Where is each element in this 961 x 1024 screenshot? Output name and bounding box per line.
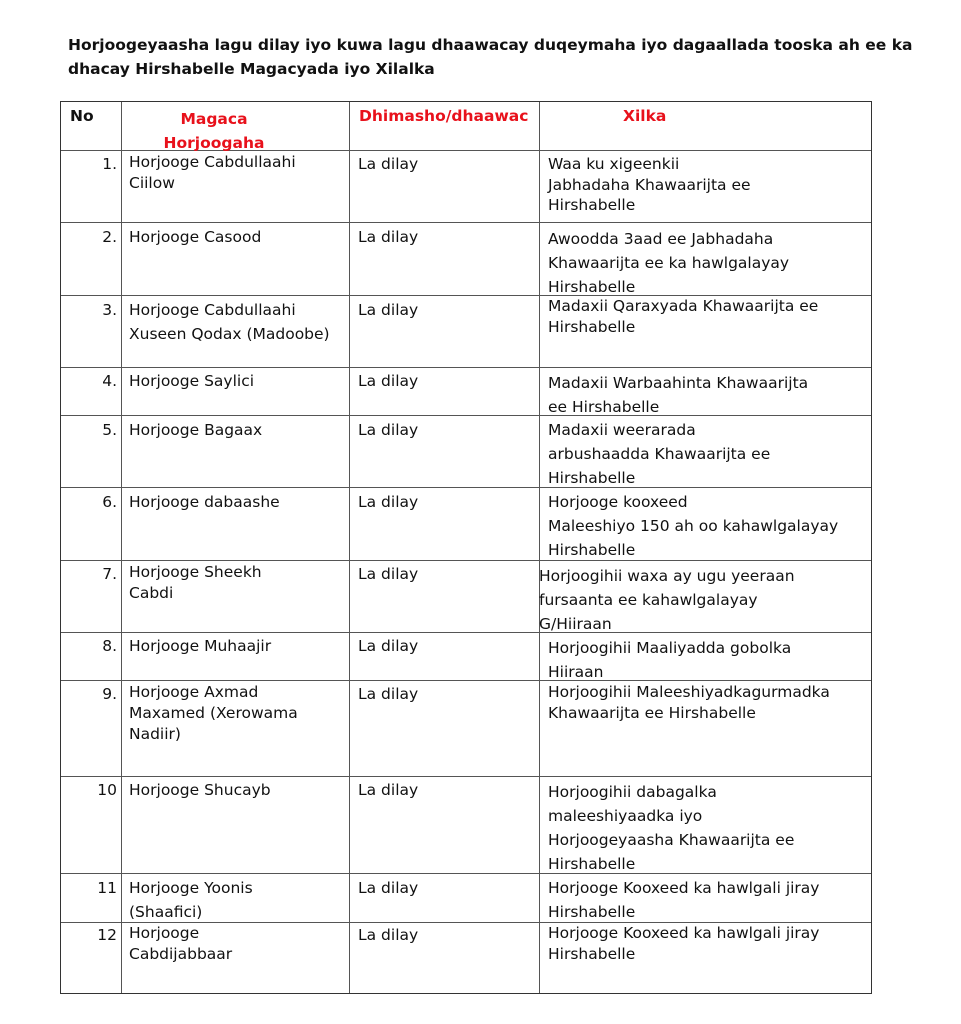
casualty-status: La dilay [358, 372, 419, 390]
row-divider [61, 776, 871, 777]
commander-name: Horjooge Cabdullaahi Xuseen Qodax (Madoobe) [129, 301, 330, 343]
row-number: 1. [102, 155, 117, 173]
casualty-status: La dilay [358, 781, 419, 799]
row-number: 10 [97, 781, 117, 799]
commander-role: Madaxii Qaraxyada Khawaarijta ee Hirshabelle [548, 297, 819, 336]
row-number: 3. [102, 301, 117, 319]
commander-name: Horjooge Saylici [129, 372, 255, 390]
row-divider [61, 222, 871, 223]
commander-role: Horjooge Kooxeed ka hawlgali jiray Hirshabelle [548, 924, 820, 963]
casualty-status: La dilay [358, 421, 419, 439]
commander-name: Horjooge Cabdullaahi Ciilow [129, 153, 296, 192]
commander-name: Horjooge Yoonis (Shaafici) [129, 879, 253, 921]
commander-role: Horjoogihii dabagalka maleeshiyaadka iyo Horjoogeyaasha Khawaarijta ee Hirshabelle [548, 783, 795, 873]
column-divider [121, 102, 122, 993]
row-divider [61, 367, 871, 368]
commander-role: Horjoogihii Maleeshiyadkagurmadka Khawaarijta ee Hirshabelle [548, 683, 830, 722]
commander-name: Horjooge Sheekh Cabdi [129, 563, 262, 602]
commander-name: Horjooge Casood [129, 228, 262, 246]
row-number: 8. [102, 637, 117, 655]
commander-role: Horjooge Kooxeed ka hawlgali jiray Hirshabelle [548, 879, 820, 921]
commander-name: Horjooge Axmad Maxamed (Xerowama Nadiir) [129, 683, 298, 743]
commander-name: Horjooge Bagaax [129, 421, 263, 439]
casualty-status: La dilay [358, 926, 419, 944]
row-number: 11 [97, 879, 117, 897]
header-no: No [70, 107, 94, 125]
row-number: 12 [97, 926, 117, 944]
casualty-status: La dilay [358, 301, 419, 319]
commander-name: Horjooge Muhaajir [129, 637, 272, 655]
casualty-status: La dilay [358, 637, 419, 655]
document-title: Horjoogeyaasha lagu dilay iyo kuwa lagu dhaawacay duqeymaha iyo dagaallada tooska ah ee ka dhacay Hirshabelle Magacyada iyo Xilalka [68, 36, 913, 78]
commander-role: Madaxii weerarada arbushaadda Khawaarijta ee Hirshabelle [548, 421, 771, 487]
header-role: Xilka [623, 107, 667, 125]
row-number: 6. [102, 493, 117, 511]
commander-role: Madaxii Warbaahinta Khawaarijta ee Hirshabelle [548, 374, 809, 416]
commander-role: Waa ku xigeenkii Jabhadaha Khawaarijta ee Hirshabelle [548, 155, 751, 214]
commander-role: Awoodda 3aad ee Jabhadaha Khawaarijta ee ka hawlgalayay Hirshabelle [548, 230, 790, 296]
commander-name: Horjooge Shucayb [129, 781, 271, 799]
column-divider [349, 102, 350, 993]
casualty-status: La dilay [358, 685, 419, 703]
header-name: Magaca Horjoogaha [163, 110, 265, 152]
row-number: 4. [102, 372, 117, 390]
column-divider [539, 102, 540, 993]
casualty-status: La dilay [358, 565, 419, 583]
row-number: 2. [102, 228, 117, 246]
casualty-status: La dilay [358, 228, 419, 246]
row-number: 5. [102, 421, 117, 439]
casualty-status: La dilay [358, 879, 419, 897]
commander-role: Horjooge kooxeed Maleeshiyo 150 ah oo kahawlgalayay Hirshabelle [548, 493, 839, 559]
commander-name: Horjooge dabaashe [129, 493, 280, 511]
casualty-status: La dilay [358, 155, 419, 173]
casualty-status: La dilay [358, 493, 419, 511]
commander-role: Horjoogihii Maaliyadda gobolka Hiiraan [548, 639, 792, 681]
row-number: 7. [102, 565, 117, 583]
roster-table [60, 101, 872, 994]
header-status: Dhimasho/dhaawac [359, 107, 529, 125]
row-number: 9. [102, 685, 117, 703]
commander-role: Horjoogihii waxa ay ugu yeeraan fursaanta ee kahawlgalayay G/Hiiraan [539, 567, 795, 633]
commander-name: Horjooge Cabdijabbaar [129, 924, 233, 963]
